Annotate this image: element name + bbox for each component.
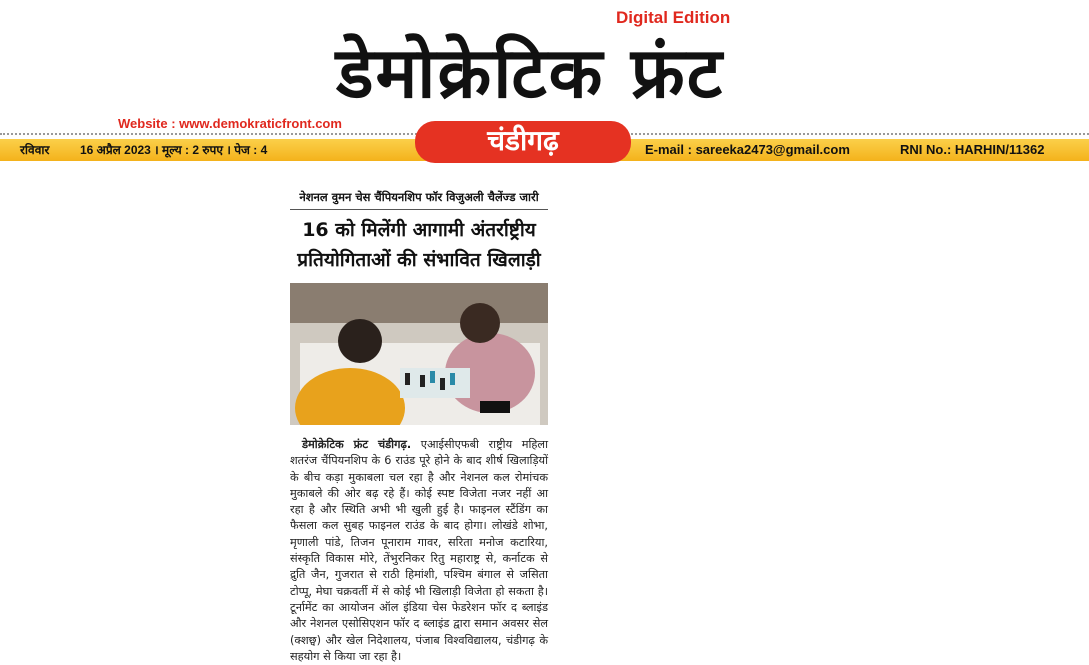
rni-label: RNI No.: HARHIN/11362	[900, 142, 1045, 157]
date-price-page: 16 अप्रैल 2023 । मूल्य : 2 रुपए । पेज : 4	[80, 143, 268, 157]
article-body	[290, 437, 548, 665]
article-headline	[290, 215, 548, 275]
article-text: एआईसीएफबी राष्ट्रीय महिला शतरंज चैंपियनशिप के 6 राउंड पूरे होने के बाद शीर्ष खिलाड़ियों के बीच कड़ा मुकाबला चल रहा है और नेशनल कल रोमांचक मुकाबले की ओर बढ़ रहे हैं। कोई स्पष्ट विजेता नजर नहीं आ रहा है और स्थिति अभी भी खुली हुई है। फाइनल स्टैंडिंग का फैसला कल सुबह फाइनल राउंड के बाद होगा। लोखंडे शोभा, मृणाली पांडे, तिजन पूनाराम गावर, सरिता मनोज कटारिया, संस्कृति विकास मोरे, तेंभुरनिकर रितु महाराष्ट्र से, कर्नाटक से द्रुति जैन, गुजरात से राठी हिमांशी, पश्चिम बंगाल से जसिता टोप्पू, मेघा चक्रवर्ती में से कोई भी खिलाड़ी विजेता हो सकता है। टूर्नामेंट का आयोजन ऑल इंडिया चेस फेडरेशन फॉर द ब्लाइंड और नेशनल एसोसिएशन फॉर द ब्लाइंड द्वारा समान अवसर सेल (क्शछ्व) और खेल निदेशालय, पंजाब विश्वविद्यालय, चंडीगढ़ के सहयोग से किया जा रहा है।	[290, 438, 549, 663]
website-link[interactable]: Website : www.demokraticfront.com	[118, 116, 342, 131]
city-badge: चंडीगढ़	[415, 121, 631, 163]
email-label: E-mail : sareeka2473@gmail.com	[645, 142, 850, 157]
article-photo	[290, 283, 548, 425]
headline-line-2: प्रतियोगिताओं की संभावित खिलाड़ी	[297, 249, 541, 271]
article	[290, 190, 548, 665]
edition-label: Digital Edition	[616, 8, 731, 27]
masthead-title: डेमोक्रेटिक फ्रंट	[336, 32, 724, 114]
article-kicker: नेशनल वुमन चेस चैंपियनशिप फॉर विजुअली चैलेंज्ड जारी	[290, 190, 548, 210]
day-label: रविवार	[20, 143, 50, 157]
article-dateline: डेमोक्रेटिक फ्रंट चंडीगढ़.	[302, 438, 412, 451]
chess-players-image	[290, 283, 548, 425]
headline-line-1: 16 को मिलेंगी आगामी अंतर्राष्ट्रीय	[302, 219, 536, 241]
